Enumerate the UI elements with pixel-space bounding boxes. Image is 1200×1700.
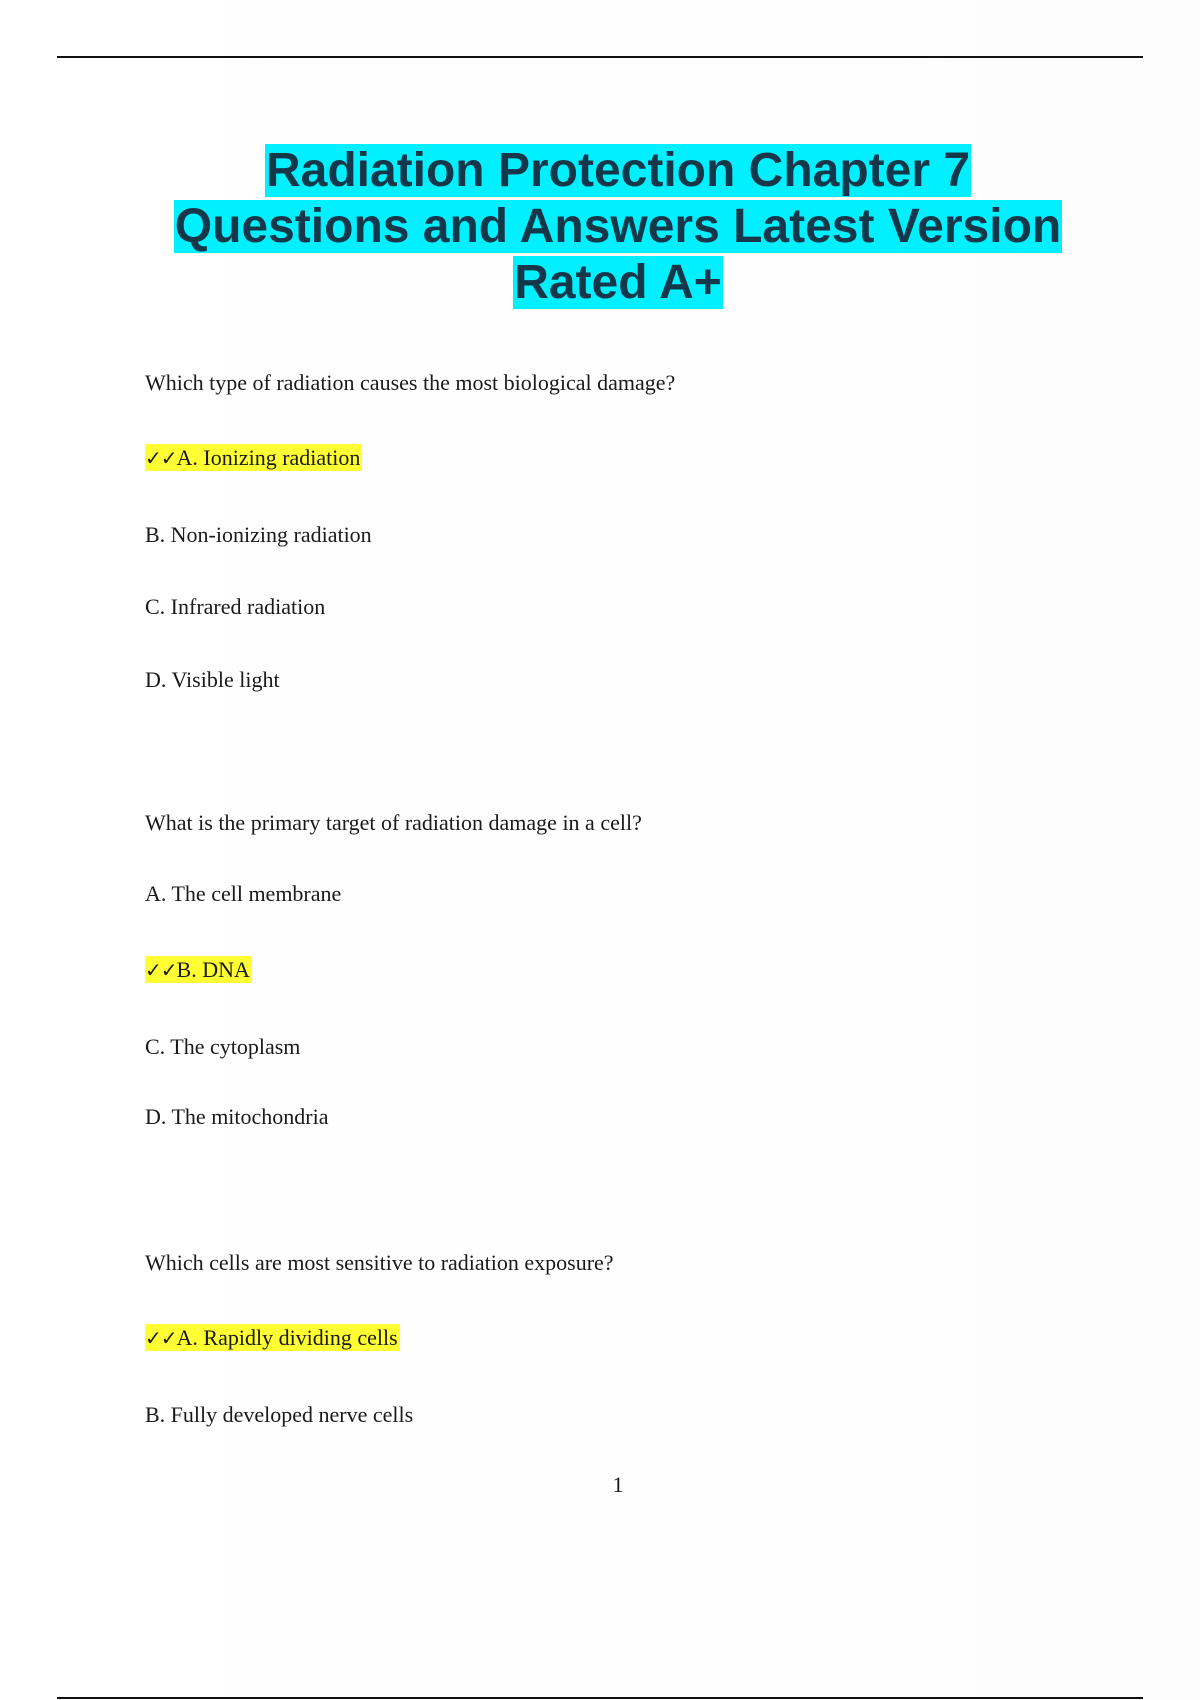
question-2-option-d: D. The mitochondria [145,1104,329,1129]
title-line-1: Radiation Protection Chapter 7 [265,144,971,197]
answer-highlight [145,444,362,471]
answer-highlight [145,1324,400,1351]
option-text: B. DNA [176,957,250,982]
check-mark-icon: ✓✓ [145,958,177,982]
option-text: A. Rapidly dividing cells [176,1325,398,1350]
check-mark-icon: ✓✓ [145,446,177,470]
question-1-option-d: D. Visible light [145,667,280,692]
question-2-option-b [145,957,252,983]
page-number: 1 [612,1472,624,1497]
document-title [0,143,1200,311]
option-text: A. Ionizing radiation [176,445,361,470]
bottom-rule [57,1697,1143,1699]
question-1-option-c: C. Infrared radiation [145,594,326,619]
check-mark-icon: ✓✓ [145,1326,177,1350]
title-line-3: Rated A+ [514,256,722,309]
question-3-option-a [145,1325,400,1351]
question-1-text: Which type of radiation causes the most biological damage? [145,370,676,395]
question-2-option-a: A. The cell membrane [145,881,342,906]
question-3-text: Which cells are most sensitive to radiation exposure? [145,1250,614,1275]
question-2-text: What is the primary target of radiation damage in a cell? [145,810,642,835]
title-line-2: Questions and Answers Latest Version [174,200,1062,253]
question-1-option-b: B. Non-ionizing radiation [145,522,372,547]
question-1-option-a [145,445,362,471]
answer-highlight [145,956,252,983]
top-rule [57,56,1143,58]
question-2-option-c: C. The cytoplasm [145,1034,301,1059]
question-3-option-b: B. Fully developed nerve cells [145,1402,414,1427]
